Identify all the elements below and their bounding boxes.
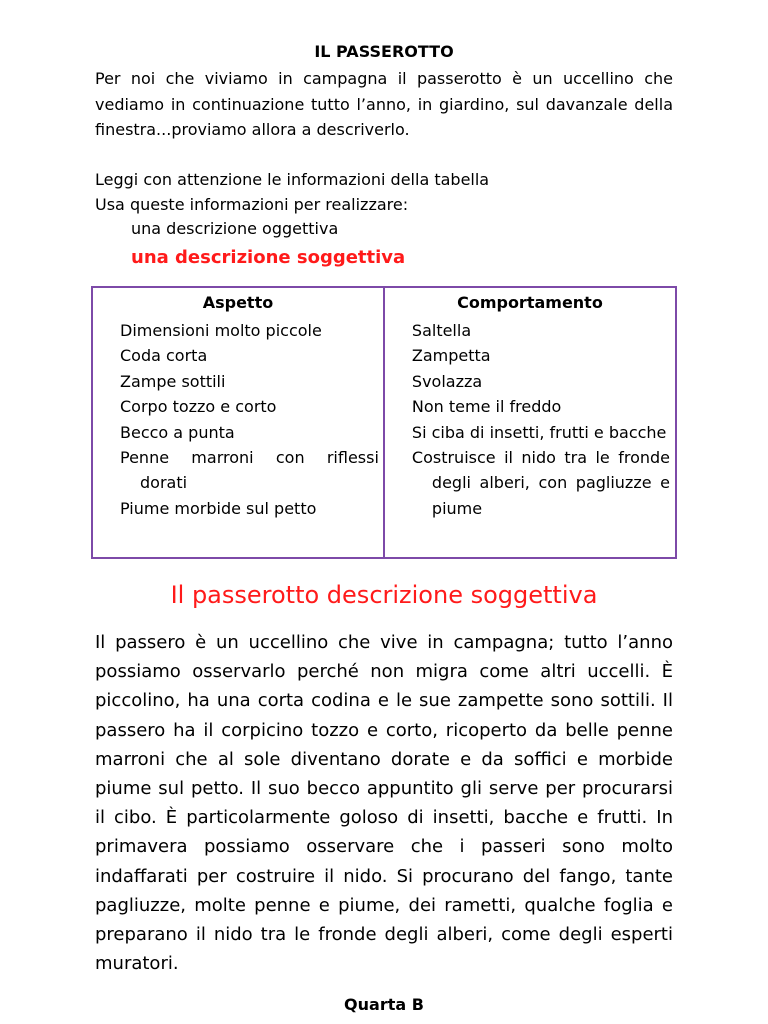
section-title: Il passerotto descrizione soggettiva [170, 581, 598, 609]
list-item: Zampe sottili [120, 371, 226, 391]
list-item: Penne marroni con riflessi dorati [120, 448, 379, 493]
list-item: Piume morbide sul petto [120, 498, 317, 518]
option-objective: una descrizione oggettiva [131, 219, 339, 238]
list-item: Si ciba di insetti, frutti e bacche [411, 422, 667, 442]
list-item: Costruisce il nido tra le fronde degli alberi, con pagliuzze e piume [411, 448, 670, 518]
option-subjective: una descrizione soggettiva [131, 247, 406, 268]
info-table [91, 286, 677, 559]
list-item: Zampetta [411, 346, 491, 366]
intro-paragraph [95, 66, 673, 143]
description-paragraph [95, 628, 673, 978]
list-item: Becco a punta [120, 422, 235, 442]
instructions [95, 168, 673, 242]
instruction-line-2: Usa queste informazioni per realizzare: [95, 194, 409, 214]
comportamento-column [384, 318, 676, 558]
intro-text: Per noi che viviamo in campagna il passerotto è un uccellino che vediamo in continuazione tutto l’anno, in giardino, sul davanzale della finestra...proviamo allora a descriverlo. [95, 69, 673, 139]
list-item: Dimensioni molto piccole [120, 321, 322, 340]
list-item: Svolazza [411, 371, 483, 391]
list-item: Coda corta [120, 346, 208, 366]
footer-class-label: Quarta B [344, 995, 424, 1014]
page-title: IL PASSEROTTO [314, 42, 454, 61]
table-header-comportamento: Comportamento [457, 293, 603, 312]
list-item: Corpo tozzo e corto [120, 397, 277, 417]
list-item: Saltella [411, 321, 472, 340]
table-header-aspetto: Aspetto [92, 287, 384, 318]
description-text: Il passero è un uccellino che vive in campagna; tutto l’anno possiamo osservarlo perché non migra come altri uccelli. È piccolino, ha una corta codina e le sue zampette sono sottili. Il passero ha il corpicino tozzo e corto, ricoperto da belle penne marroni che al sole diventano dorate e da soffici e morbide piume sul petto. Il suo becco appuntito gli serve per procurarsi il cibo. È particolarmente goloso di insetti, bacche e frutti. In primavera possiamo osservare che i passeri sono molto indaffarati per costruire il nido. Si procurano del fango, tante pagliuzze, molte penne e piume, dei rametti, qualche foglia e preparano il nido tra le fronde degli alberi, come degli esperti muratori. [95, 632, 673, 975]
list-item: Non teme il freddo [411, 397, 562, 417]
instruction-line-1: Leggi con attenzione le informazioni della tabella [95, 170, 490, 189]
aspetto-column [92, 318, 384, 558]
